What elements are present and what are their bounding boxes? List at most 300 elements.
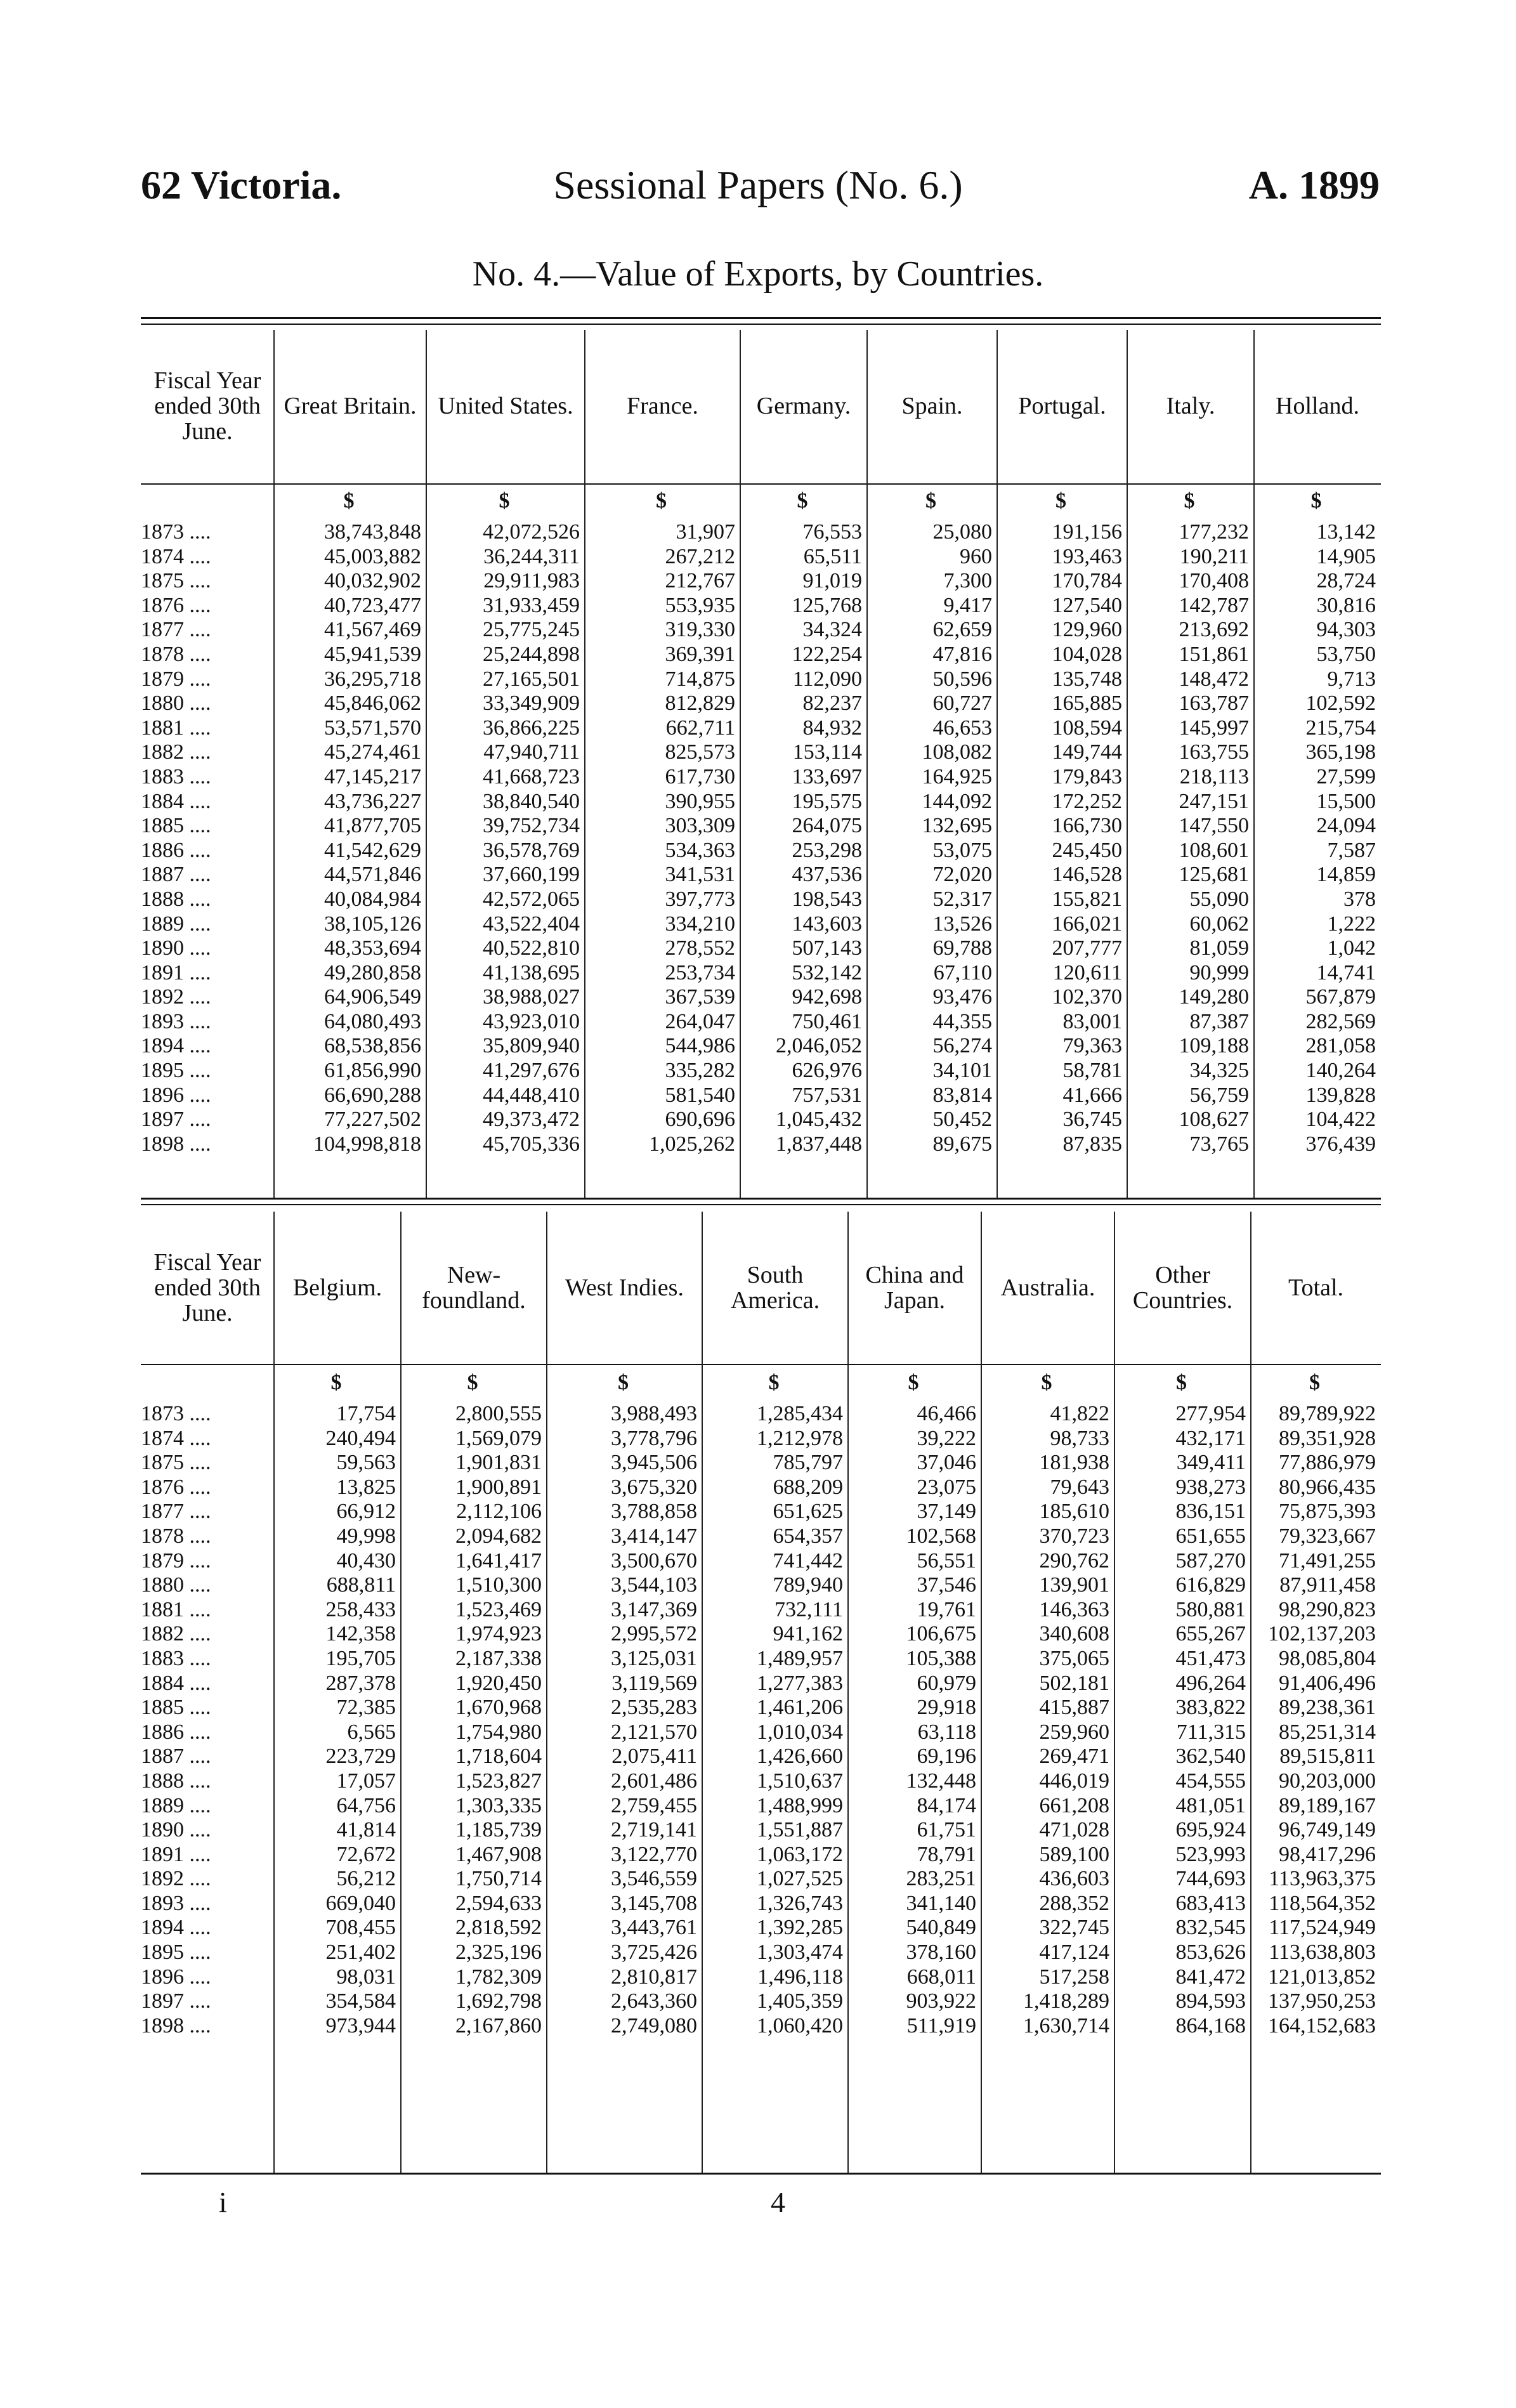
value-cell: 3,122,770	[611, 1842, 697, 1866]
value-cell: 56,759	[1189, 1083, 1249, 1107]
table-row	[141, 1573, 1381, 1598]
value-cell: 354,584	[325, 1989, 396, 2013]
value-cell: 1,060,420	[757, 2013, 843, 2038]
value-cell: 43,923,010	[483, 1009, 580, 1033]
value-cell: 690,696	[665, 1108, 735, 1132]
year-cell: 1887 ....	[141, 1744, 211, 1769]
value-cell: 170,408	[1179, 569, 1249, 593]
value-cell: 71,491,255	[1279, 1548, 1376, 1573]
table-row	[141, 887, 1381, 912]
value-cell: 64,080,493	[324, 1009, 421, 1033]
year-cell: 1894 ....	[141, 1034, 211, 1058]
value-cell: 102,370	[1052, 985, 1122, 1009]
value-cell: 41,138,695	[483, 960, 580, 985]
year-cell: 1875 ....	[141, 569, 211, 593]
currency-symbol: $	[1309, 1370, 1320, 1394]
currency-symbol: $	[1310, 488, 1322, 513]
col-header: Italy.	[1166, 393, 1215, 419]
value-cell: 89,675	[932, 1132, 992, 1156]
value-cell: 170,784	[1052, 569, 1122, 593]
value-cell: 72,385	[336, 1696, 396, 1720]
value-cell: 104,028	[1052, 642, 1122, 666]
value-cell: 68,538,856	[324, 1034, 421, 1058]
value-cell: 108,594	[1052, 716, 1122, 740]
currency-row	[141, 1364, 1381, 1402]
year-cell: 1895 ....	[141, 1940, 211, 1965]
value-cell: 60,979	[917, 1671, 976, 1695]
table-title: No. 4.—Value of Exports, by Countries.	[472, 254, 1044, 294]
value-cell: 9,713	[1327, 667, 1376, 691]
value-cell: 1,901,831	[455, 1451, 542, 1475]
year-cell: 1896 ....	[141, 1965, 211, 1989]
value-cell: 581,540	[665, 1083, 735, 1107]
value-cell: 757,531	[792, 1083, 862, 1107]
value-cell: 45,274,461	[324, 740, 421, 764]
value-cell: 27,599	[1316, 764, 1376, 788]
value-cell: 1,630,714	[1023, 2013, 1109, 2038]
value-cell: 655,267	[1175, 1622, 1246, 1646]
value-cell: 523,993	[1175, 1842, 1246, 1866]
value-cell: 37,660,199	[483, 863, 580, 887]
value-cell: 688,811	[326, 1573, 396, 1597]
year-cell: 1877 ....	[141, 618, 211, 642]
value-cell: 73,765	[1189, 1132, 1249, 1156]
value-cell: 3,414,147	[611, 1524, 697, 1548]
value-cell: 164,925	[922, 764, 992, 788]
value-cell: 172,252	[1052, 789, 1122, 813]
value-cell: 973,944	[325, 2013, 396, 2038]
value-cell: 75,875,393	[1279, 1500, 1376, 1524]
year-cell: 1886 ....	[141, 1720, 211, 1744]
value-cell: 1,405,359	[757, 1989, 843, 2013]
value-cell: 40,084,984	[324, 887, 421, 911]
value-cell: 52,317	[932, 887, 992, 911]
value-cell: 223,729	[325, 1744, 396, 1769]
value-cell: 19,761	[917, 1597, 976, 1621]
value-cell: 56,212	[336, 1867, 396, 1891]
value-cell: 415,887	[1039, 1696, 1109, 1720]
table-row	[141, 1892, 1381, 1916]
value-cell: 41,567,469	[324, 618, 421, 642]
value-cell: 215,754	[1305, 716, 1376, 740]
value-cell: 1,303,474	[757, 1940, 843, 1965]
year-cell: 1883 ....	[141, 1646, 211, 1670]
value-cell: 108,627	[1179, 1108, 1249, 1132]
table-row	[141, 667, 1381, 692]
value-cell: 741,442	[773, 1548, 843, 1573]
value-cell: 31,933,459	[483, 593, 580, 617]
value-cell: 825,573	[665, 740, 735, 764]
value-cell: 109,188	[1179, 1034, 1249, 1058]
column-divider	[400, 1212, 402, 2173]
value-cell: 264,075	[792, 814, 862, 838]
value-cell: 80,966,435	[1279, 1475, 1376, 1499]
year-header: Fiscal Year ended 30th June.	[154, 367, 261, 445]
value-cell: 64,906,549	[324, 985, 421, 1009]
value-cell: 437,536	[792, 863, 862, 887]
value-cell: 1,510,300	[455, 1573, 542, 1597]
value-cell: 125,768	[792, 593, 862, 617]
value-cell: 335,282	[665, 1059, 735, 1083]
value-cell: 98,031	[336, 1965, 396, 1989]
value-cell: 2,075,411	[611, 1744, 697, 1769]
value-cell: 144,092	[922, 789, 992, 813]
value-cell: 283,251	[906, 1867, 976, 1891]
value-cell: 365,198	[1305, 740, 1376, 764]
value-cell: 303,309	[665, 814, 735, 838]
value-cell: 3,945,506	[611, 1451, 697, 1475]
value-cell: 102,137,203	[1268, 1622, 1376, 1646]
value-cell: 84,174	[917, 1793, 976, 1817]
header-papers: Sessional Papers (No. 6.)	[553, 162, 963, 207]
value-cell: 669,040	[325, 1891, 396, 1915]
col-header: Great Britain.	[284, 393, 417, 419]
value-cell: 540,849	[906, 1916, 976, 1940]
value-cell: 1,670,968	[455, 1696, 542, 1720]
value-cell: 195,705	[325, 1646, 396, 1670]
value-cell: 253,298	[792, 838, 862, 862]
value-cell: 49,998	[336, 1524, 396, 1548]
value-cell: 87,911,458	[1279, 1573, 1376, 1597]
value-cell: 61,856,990	[324, 1059, 421, 1083]
year-cell: 1876 ....	[141, 593, 211, 617]
value-cell: 36,866,225	[483, 716, 580, 740]
value-cell: 218,113	[1179, 764, 1249, 788]
value-cell: 89,189,167	[1279, 1793, 1376, 1817]
year-cell: 1897 ....	[141, 1989, 211, 2013]
year-cell: 1874 ....	[141, 544, 211, 568]
value-cell: 3,443,761	[611, 1916, 697, 1940]
value-cell: 140,264	[1305, 1059, 1376, 1083]
year-cell: 1876 ....	[141, 1475, 211, 1499]
year-cell: 1892 ....	[141, 985, 211, 1009]
value-cell: 1,045,432	[776, 1108, 862, 1132]
year-cell: 1891 ....	[141, 1842, 211, 1866]
value-cell: 2,535,283	[611, 1696, 697, 1720]
value-cell: 87,387	[1189, 1009, 1249, 1033]
value-cell: 1,920,450	[455, 1671, 542, 1695]
value-cell: 3,778,796	[611, 1426, 697, 1450]
year-cell: 1878 ....	[141, 642, 211, 666]
value-cell: 165,885	[1052, 691, 1122, 716]
value-cell: 137,950,253	[1268, 1989, 1376, 2013]
value-cell: 122,254	[792, 642, 862, 666]
col-header: West Indies.	[565, 1274, 684, 1301]
table-row	[141, 1010, 1381, 1035]
col-header: Other Countries.	[1132, 1262, 1233, 1314]
value-cell: 121,013,852	[1268, 1965, 1376, 1989]
value-cell: 744,693	[1175, 1867, 1246, 1891]
value-cell: 94,303	[1316, 618, 1376, 642]
value-cell: 15,500	[1316, 789, 1376, 813]
value-cell: 240,494	[325, 1426, 396, 1450]
value-cell: 45,003,882	[324, 544, 421, 568]
value-cell: 89,789,922	[1279, 1402, 1376, 1425]
value-cell: 36,295,718	[324, 667, 421, 691]
year-cell: 1885 ....	[141, 814, 211, 838]
table-row	[141, 1647, 1381, 1672]
value-cell: 938,273	[1175, 1475, 1246, 1499]
value-cell: 139,901	[1039, 1573, 1109, 1597]
year-cell: 1878 ....	[141, 1524, 211, 1548]
table-row	[141, 1720, 1381, 1745]
column-divider	[847, 1212, 849, 2173]
value-cell: 36,578,769	[483, 838, 580, 862]
year-cell: 1880 ....	[141, 691, 211, 716]
table-row	[141, 1598, 1381, 1623]
currency-symbol: $	[1041, 1370, 1052, 1394]
value-cell: 397,773	[665, 887, 735, 911]
column-divider	[1127, 330, 1128, 1198]
value-cell: 1,496,118	[757, 1965, 843, 1989]
table-row	[141, 1549, 1381, 1574]
year-cell: 1886 ....	[141, 838, 211, 862]
value-cell: 55,090	[1189, 887, 1249, 911]
value-cell: 148,472	[1179, 667, 1249, 691]
value-cell: 436,603	[1039, 1867, 1109, 1891]
currency-symbol: $	[1184, 488, 1195, 513]
value-cell: 13,142	[1316, 520, 1376, 544]
table-row	[141, 912, 1381, 937]
value-cell: 41,666	[1062, 1083, 1122, 1107]
value-cell: 89,515,811	[1279, 1744, 1376, 1769]
value-cell: 1,222	[1327, 912, 1376, 936]
year-cell: 1882 ....	[141, 1622, 211, 1646]
value-cell: 2,601,486	[611, 1769, 697, 1793]
table-row	[141, 2014, 1381, 2039]
table-row	[141, 1427, 1381, 1451]
value-cell: 42,572,065	[483, 887, 580, 911]
value-cell: 370,723	[1039, 1524, 1109, 1548]
footer-mark-center: 4	[771, 2186, 785, 2218]
value-cell: 41,814	[336, 1818, 396, 1842]
year-cell: 1894 ....	[141, 1916, 211, 1940]
value-cell: 349,411	[1176, 1451, 1246, 1475]
value-cell: 9,417	[943, 593, 992, 617]
mid-rule	[141, 1198, 1381, 1200]
table-row	[141, 1696, 1381, 1720]
year-cell: 1881 ....	[141, 716, 211, 740]
table-row	[141, 985, 1381, 1010]
value-cell: 102,592	[1305, 691, 1376, 716]
value-cell: 127,540	[1052, 593, 1122, 617]
value-cell: 288,352	[1039, 1891, 1109, 1915]
value-cell: 258,433	[325, 1597, 396, 1621]
value-cell: 1,063,172	[757, 1842, 843, 1866]
table-row	[141, 1034, 1381, 1059]
value-cell: 43,522,404	[483, 912, 580, 936]
value-cell: 53,571,570	[324, 716, 421, 740]
table-row	[141, 1940, 1381, 1965]
value-cell: 334,210	[665, 912, 735, 936]
value-cell: 142,787	[1179, 593, 1249, 617]
value-cell: 319,330	[665, 618, 735, 642]
value-cell: 941,162	[773, 1622, 843, 1646]
value-cell: 432,171	[1175, 1426, 1246, 1450]
table-row	[141, 643, 1381, 667]
year-cell: 1887 ....	[141, 863, 211, 887]
top-rule-inner	[141, 324, 1381, 325]
value-cell: 105,388	[906, 1646, 976, 1670]
value-cell: 118,564,352	[1269, 1891, 1376, 1915]
value-cell: 38,743,848	[324, 520, 421, 544]
exports-table-2	[141, 1212, 1381, 2038]
currency-symbol: $	[1055, 488, 1066, 513]
value-cell: 3,546,559	[611, 1867, 697, 1891]
value-cell: 507,143	[792, 936, 862, 960]
value-cell: 47,816	[932, 642, 992, 666]
column-divider	[1250, 1212, 1251, 2173]
value-cell: 378	[1343, 887, 1376, 911]
year-header: Fiscal Year ended 30th June.	[154, 1249, 261, 1326]
table-row	[141, 814, 1381, 839]
value-cell: 654,357	[773, 1524, 843, 1548]
value-cell: 6,565	[347, 1720, 396, 1744]
value-cell: 341,140	[906, 1891, 976, 1915]
col-header: Holland.	[1276, 393, 1359, 419]
value-cell: 98,290,823	[1279, 1597, 1376, 1621]
value-cell: 567,879	[1305, 985, 1376, 1009]
value-cell: 662,711	[665, 716, 735, 740]
value-cell: 104,422	[1305, 1108, 1376, 1132]
year-cell: 1896 ....	[141, 1083, 211, 1107]
value-cell: 41,668,723	[483, 764, 580, 788]
value-cell: 25,244,898	[483, 642, 580, 666]
column-divider	[426, 330, 427, 1198]
value-cell: 278,552	[665, 936, 735, 960]
value-cell: 143,603	[792, 912, 862, 936]
value-cell: 79,643	[1050, 1475, 1109, 1499]
footer-mark-left: i	[219, 2186, 227, 2218]
table-row	[141, 569, 1381, 594]
value-cell: 151,861	[1179, 642, 1249, 666]
value-cell: 7,587	[1327, 838, 1376, 862]
value-cell: 38,105,126	[324, 912, 421, 936]
table-row	[141, 1402, 1381, 1427]
value-cell: 79,363	[1062, 1034, 1122, 1058]
value-cell: 942,698	[792, 985, 862, 1009]
header-year: A. 1899	[1248, 162, 1380, 207]
currency-symbol: $	[499, 488, 510, 513]
value-cell: 39,222	[917, 1426, 976, 1450]
value-cell: 1,212,978	[757, 1426, 843, 1450]
col-header: Germany.	[756, 393, 851, 419]
table-row	[141, 716, 1381, 741]
table-row	[141, 1108, 1381, 1132]
value-cell: 1,010,034	[757, 1720, 843, 1744]
value-cell: 2,121,570	[611, 1720, 697, 1744]
year-cell: 1898 ....	[141, 1132, 211, 1156]
value-cell: 251,402	[325, 1940, 396, 1965]
value-cell: 146,528	[1052, 863, 1122, 887]
value-cell: 1,392,285	[757, 1916, 843, 1940]
currency-row	[141, 482, 1381, 520]
top-rule	[141, 317, 1381, 319]
value-cell: 1,837,448	[776, 1132, 862, 1156]
value-cell: 3,675,320	[611, 1475, 697, 1499]
value-cell: 2,094,682	[455, 1524, 542, 1548]
value-cell: 44,355	[932, 1009, 992, 1033]
header-rule-1	[141, 483, 1381, 485]
table-row	[141, 545, 1381, 570]
value-cell: 155,821	[1052, 887, 1122, 911]
value-cell: 446,019	[1039, 1769, 1109, 1793]
value-cell: 341,531	[665, 863, 735, 887]
value-cell: 841,472	[1175, 1965, 1246, 1989]
value-cell: 62,659	[932, 618, 992, 642]
value-cell: 367,539	[665, 985, 735, 1009]
value-cell: 14,905	[1316, 544, 1376, 568]
value-cell: 281,058	[1305, 1034, 1376, 1058]
value-cell: 41,877,705	[324, 814, 421, 838]
value-cell: 164,152,683	[1268, 2013, 1376, 2038]
value-cell: 77,227,502	[324, 1108, 421, 1132]
table-row	[141, 1916, 1381, 1940]
year-cell: 1879 ....	[141, 1548, 211, 1573]
value-cell: 185,610	[1039, 1500, 1109, 1524]
column-divider	[981, 1212, 982, 2173]
value-cell: 3,119,569	[611, 1671, 697, 1695]
value-cell: 14,741	[1316, 960, 1376, 985]
table-row	[141, 1132, 1381, 1157]
value-cell: 2,818,592	[455, 1916, 542, 1940]
currency-symbol: $	[908, 1370, 919, 1394]
value-cell: 23,075	[917, 1475, 976, 1499]
value-cell: 7,300	[943, 569, 992, 593]
value-cell: 277,954	[1175, 1402, 1246, 1425]
value-cell: 253,734	[665, 960, 735, 985]
value-cell: 1,426,660	[757, 1744, 843, 1769]
year-cell: 1891 ....	[141, 960, 211, 985]
value-cell: 517,258	[1039, 1965, 1109, 1989]
currency-symbol: $	[330, 1370, 342, 1394]
value-cell: 33,349,909	[483, 691, 580, 716]
value-cell: 149,280	[1179, 985, 1249, 1009]
value-cell: 417,124	[1039, 1940, 1109, 1965]
value-cell: 98,417,296	[1279, 1842, 1376, 1866]
value-cell: 750,461	[792, 1009, 862, 1033]
value-cell: 617,730	[665, 764, 735, 788]
value-cell: 113,963,375	[1269, 1867, 1376, 1891]
col-header: South America.	[730, 1262, 820, 1314]
value-cell: 112,090	[792, 667, 862, 691]
value-cell: 376,439	[1305, 1132, 1376, 1156]
value-cell: 1,974,923	[455, 1622, 542, 1646]
value-cell: 38,988,027	[483, 985, 580, 1009]
value-cell: 1,750,714	[455, 1867, 542, 1891]
year-cell: 1889 ....	[141, 1793, 211, 1817]
value-cell: 1,461,206	[757, 1696, 843, 1720]
table-row	[141, 1744, 1381, 1769]
value-cell: 589,100	[1039, 1842, 1109, 1866]
value-cell: 1,326,743	[757, 1891, 843, 1915]
year-cell: 1895 ....	[141, 1059, 211, 1083]
value-cell: 82,237	[802, 691, 862, 716]
col-header: China and Japan.	[865, 1262, 964, 1314]
value-cell: 580,881	[1175, 1597, 1246, 1621]
value-cell: 44,448,410	[483, 1083, 580, 1107]
value-cell: 163,755	[1179, 740, 1249, 764]
value-cell: 322,745	[1039, 1916, 1109, 1940]
table-row	[141, 1059, 1381, 1083]
value-cell: 81,059	[1189, 936, 1249, 960]
value-cell: 53,750	[1316, 642, 1376, 666]
value-cell: 378,160	[906, 1940, 976, 1965]
value-cell: 91,019	[802, 569, 862, 593]
col-header: Australia.	[1000, 1274, 1095, 1301]
column-divider	[1253, 330, 1255, 1198]
value-cell: 544,986	[665, 1034, 735, 1058]
